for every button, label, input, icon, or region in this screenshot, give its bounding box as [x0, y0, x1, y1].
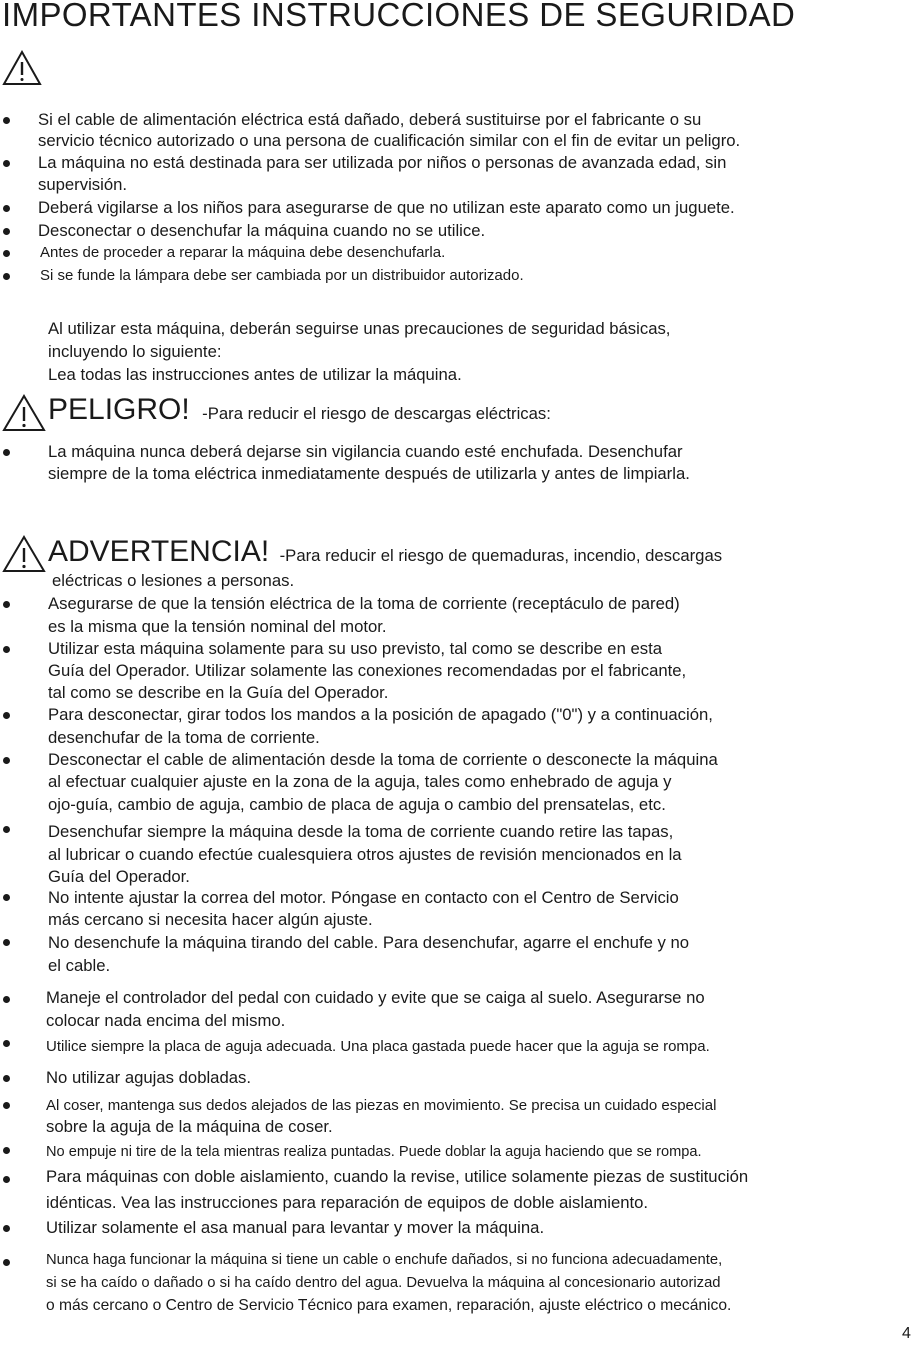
list-item-text: No empuje ni tire de la tela mientras realiza puntadas. Puede doblar la aguja haciendo que se rompa.: [46, 1144, 702, 1160]
list-item-text: Para máquinas con doble aislamiento, cuando la revise, utilice solamente piezas de sustitución: [46, 1167, 749, 1186]
bullet: [3, 939, 10, 946]
list-item-text: más cercano si necesita hacer algún ajuste.: [48, 910, 373, 929]
bullet: [3, 826, 10, 833]
list-item-text: Antes de proceder a reparar la máquina debe desenchufarla.: [40, 244, 446, 261]
intro-line: incluyendo lo siguiente:: [48, 342, 222, 361]
list-item-text: al efectuar cualquier ajuste en la zona de la aguja, tales como enhebrado de aguja y: [48, 772, 672, 791]
bullet: [3, 449, 10, 456]
list-item-text: Asegurarse de que la tensión eléctrica de la toma de corriente (receptáculo de pared): [48, 594, 680, 613]
list-item-text: o más cercano o Centro de Servicio Técnico para examen, reparación, ajuste eléctrico o mecánico.: [46, 1297, 732, 1314]
list-item-text: si se ha caído o dañado o si ha caído dentro del agua. Devuelva la máquina al concesionario autorizad: [46, 1275, 721, 1291]
bullet: [3, 757, 10, 764]
intro-line: Al utilizar esta máquina, deberán seguirse unas precauciones de seguridad básicas,: [48, 319, 671, 338]
bullet: [3, 601, 10, 608]
warning-icon: [2, 50, 42, 86]
intro-line: Lea todas las instrucciones antes de utilizar la máquina.: [48, 365, 462, 384]
list-item-text: desenchufar de la toma de corriente.: [48, 728, 320, 747]
list-item-text: Nunca haga funcionar la máquina si tiene un cable o enchufe dañados, si no funciona adecuadamente,: [46, 1252, 723, 1268]
warning-icon: [2, 394, 46, 432]
list-item-text: Desconectar o desenchufar la máquina cuando no se utilice.: [38, 221, 486, 240]
list-item-text: Si el cable de alimentación eléctrica está dañado, deberá sustituirse por el fabricante o su: [38, 110, 702, 129]
list-item-text: La máquina no está destinada para ser utilizada por niños o personas de avanzada edad, sin: [38, 153, 727, 172]
peligro-heading-row: [48, 393, 551, 427]
page-number: 4: [902, 1325, 911, 1342]
bullet: [3, 1176, 10, 1183]
warning-icon: [2, 535, 46, 573]
list-item-text: Utilizar esta máquina solamente para su uso previsto, tal como se describe en esta: [48, 639, 663, 658]
bullet: [3, 894, 10, 901]
list-item-text: Utilice siempre la placa de aguja adecuada. Una placa gastada puede hacer que la aguja se rompa.: [46, 1038, 710, 1055]
list-item-text: Desenchufar siempre la máquina desde la toma de corriente cuando retire las tapas,: [48, 822, 674, 841]
list-item-text: No utilizar agujas dobladas.: [46, 1068, 252, 1087]
list-item-text: Si se funde la lámpara debe ser cambiada por un distribuidor autorizado.: [40, 267, 524, 284]
list-item-text: colocar nada encima del mismo.: [46, 1011, 286, 1030]
peligro-heading: PELIGRO!: [48, 393, 190, 426]
list-item-text: Guía del Operador.: [48, 867, 190, 886]
bullet: [3, 1040, 10, 1047]
bullet: [3, 1075, 10, 1082]
list-item-text: No desenchufe la máquina tirando del cable. Para desenchufar, agarre el enchufe y no: [48, 933, 690, 952]
advertencia-subtitle: -Para reducir el riesgo de quemaduras, incendio, descargas: [279, 546, 723, 565]
list-item-text: ojo-guía, cambio de aguja, cambio de placa de aguja o cambio del prensatelas, etc.: [48, 795, 666, 814]
list-item-text: Guía del Operador. Utilizar solamente las conexiones recomendadas por el fabricante,: [48, 661, 687, 680]
bullet: [3, 205, 10, 212]
bullet: [3, 117, 10, 124]
bullet: [3, 996, 10, 1003]
list-item-text: sobre la aguja de la máquina de coser.: [46, 1117, 333, 1136]
list-item-text: el cable.: [48, 956, 111, 975]
bullet: [3, 1259, 10, 1266]
page-title: IMPORTANTES INSTRUCCIONES DE SEGURIDAD: [2, 0, 796, 33]
list-item-text: Al coser, mantenga sus dedos alejados de las piezas en movimiento. Se precisa un cuidado especial: [46, 1097, 717, 1114]
list-item-text: Desconectar el cable de alimentación desde la toma de corriente o desconecte la máquina: [48, 750, 718, 769]
list-item-text: No intente ajustar la correa del motor. Póngase en contacto con el Centro de Servicio: [48, 888, 679, 907]
list-item-text: Utilizar solamente el asa manual para levantar y mover la máquina.: [46, 1218, 545, 1237]
list-item-text: es la misma que la tensión nominal del motor.: [48, 617, 387, 636]
bullet: [3, 712, 10, 719]
list-item-text: Deberá vigilarse a los niños para asegurarse de que no utilizan este aparato como un juguete.: [38, 198, 735, 217]
list-item-text: al lubricar o cuando efectúe cualesquiera otros ajustes de revisión mencionados en la: [48, 845, 682, 864]
list-item-text: Para desconectar, girar todos los mandos a la posición de apagado ("0") y a continuación,: [48, 705, 713, 724]
list-item-text: Maneje el controlador del pedal con cuidado y evite que se caiga al suelo. Asegurarse no: [46, 988, 705, 1007]
list-item-text: tal como se describe en la Guía del Operador.: [48, 683, 389, 702]
advertencia-subtitle-cont: eléctricas o lesiones a personas.: [52, 571, 295, 590]
bullet: [3, 273, 10, 280]
bullet: [3, 160, 10, 167]
bullet: [3, 250, 10, 257]
bullet: [3, 1225, 10, 1232]
list-item-text: siempre de la toma eléctrica inmediatamente después de utilizarla y antes de limpiarla.: [48, 464, 690, 483]
bullet: [3, 1102, 10, 1109]
advertencia-heading-row: [48, 535, 722, 569]
list-item-text: idénticas. Vea las instrucciones para reparación de equipos de doble aislamiento.: [46, 1193, 649, 1212]
bullet: [3, 1147, 10, 1154]
list-item-text: servicio técnico autorizado o una persona de cualificación similar con el fin de evitar un peligro.: [38, 131, 741, 150]
peligro-subtitle: -Para reducir el riesgo de descargas eléctricas:: [202, 404, 551, 423]
list-item-text: La máquina nunca deberá dejarse sin vigilancia cuando esté enchufada. Desenchufar: [48, 442, 683, 461]
advertencia-heading: ADVERTENCIA!: [48, 535, 270, 568]
bullet: [3, 228, 10, 235]
bullet: [3, 646, 10, 653]
list-item-text: supervisión.: [38, 175, 128, 194]
